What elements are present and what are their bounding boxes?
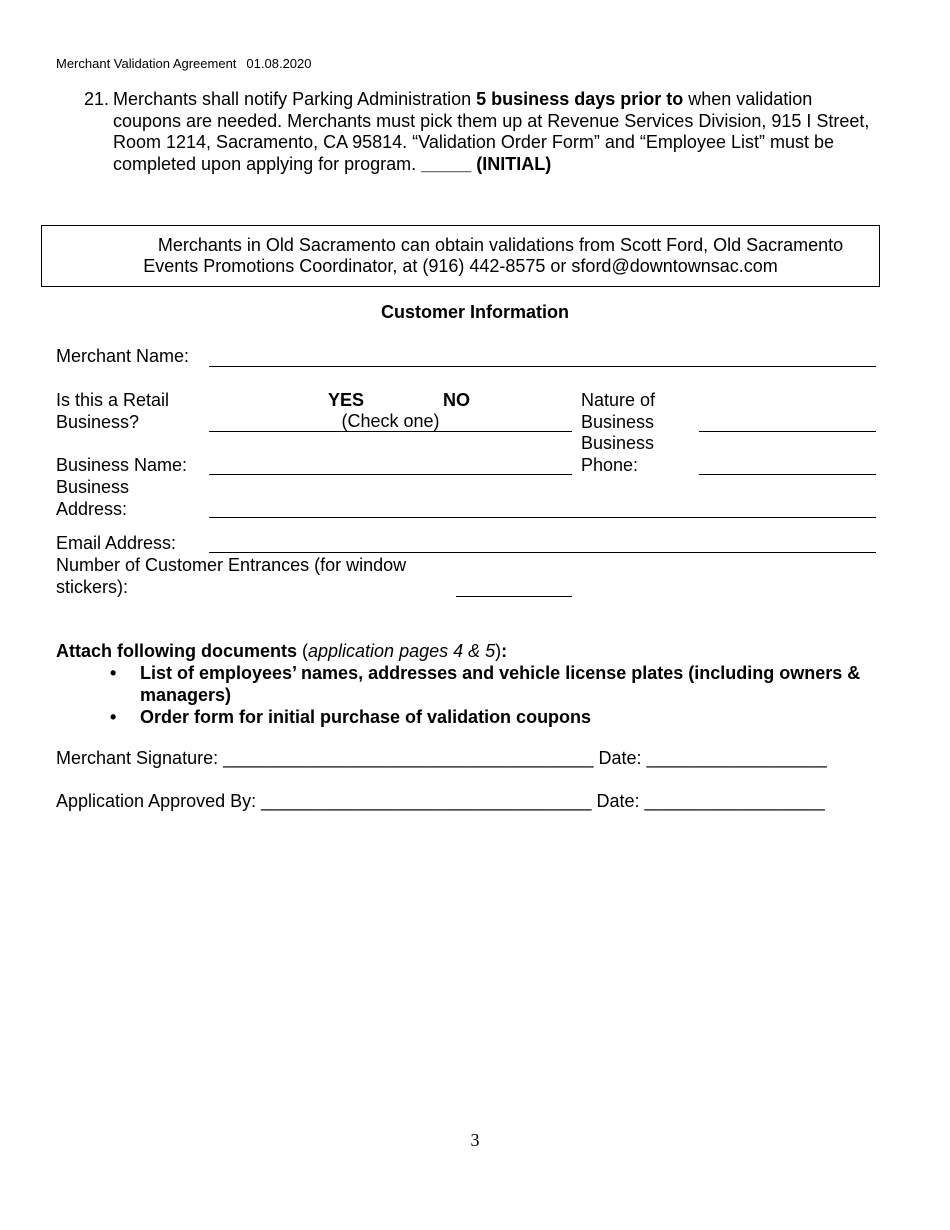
item-text [113, 89, 873, 175]
section-title: Customer Information [380, 302, 569, 322]
attachments-colon: : [501, 641, 508, 661]
attachments-list [110, 662, 900, 728]
document-date: 01.08.2020 [246, 56, 312, 71]
list-item-text: List of employees’ names, addresses and vehicle license plates (including owners & managers) [140, 663, 861, 705]
entrances-label [56, 554, 406, 598]
bullet-icon: • [110, 663, 117, 683]
email-address-label: Email Address: [56, 533, 177, 553]
notice-line-2: Events Promotions Coordinator, at (916) 442-8575 or sford@downtownsac.com [143, 256, 778, 276]
nature-of-business-field[interactable] [699, 431, 876, 432]
attachments-paren: ( [297, 641, 308, 661]
notice-box [41, 225, 880, 287]
attachments-paren: ) [495, 641, 502, 661]
merchant-name-label: Merchant Name: [56, 346, 190, 366]
business-address-field[interactable] [209, 517, 876, 518]
entrances-field[interactable] [456, 596, 572, 597]
notice-line-1: Merchants in Old Sacramento can obtain validations from Scott Ford, Old Sacramento [157, 235, 844, 255]
business-address-label [56, 476, 129, 520]
list-item [110, 662, 900, 706]
retail-label-line: Is this a Retail [56, 390, 170, 410]
nature-of-business-label [581, 389, 655, 433]
list-item-text: Order form for initial purchase of validation coupons [140, 707, 592, 727]
no-option[interactable]: NO [443, 390, 470, 410]
document-header [56, 56, 312, 71]
item-text-part: Merchants shall notify Parking Administration [113, 89, 477, 109]
yes-option[interactable]: YES [328, 390, 365, 410]
item-text-bold: 5 business days prior to [476, 89, 684, 109]
business-name-label: Business Name: [56, 455, 188, 475]
entrances-label-line: stickers): [56, 577, 128, 597]
retail-check-field[interactable] [209, 431, 572, 432]
phone-label-line: Business [581, 433, 655, 453]
merchant-signature-line[interactable]: Merchant Signature: _____________________________________ Date: __________________ [56, 748, 827, 768]
merchant-name-field[interactable] [209, 366, 876, 367]
attachments-heading [56, 640, 507, 662]
item-text-part: when validation coupons are needed. Merchants must pick them up at Revenue Services Division, 915 I Street, Room 1214, Sacramento, CA 95814. “Validation Order Form” and “Employee List” must be completed upon applying for program. [113, 89, 870, 174]
document-title: Merchant Validation Agreement [56, 56, 237, 71]
list-item [110, 706, 900, 728]
nature-label-line: Nature of [581, 390, 656, 410]
item-number: 21. [84, 89, 110, 109]
email-address-field[interactable] [209, 552, 876, 553]
business-phone-field[interactable] [699, 474, 876, 475]
address-label-line: Address: [56, 499, 128, 519]
retail-label-line: Business? [56, 412, 140, 432]
page-number: 3 [470, 1130, 480, 1150]
business-phone-label [581, 432, 654, 476]
phone-label-line: Phone: [581, 455, 639, 475]
attachments-pages: application pages 4 & 5 [308, 641, 496, 661]
entrances-label-line: Number of Customer Entrances (for window [56, 555, 407, 575]
address-label-line: Business [56, 477, 130, 497]
retail-business-label [56, 389, 169, 433]
nature-label-line: Business [581, 412, 655, 432]
check-one-hint: (Check one) [341, 411, 440, 431]
business-name-field[interactable] [209, 474, 572, 475]
bullet-icon: • [110, 707, 117, 727]
attachments-heading-bold: Attach following documents [56, 641, 297, 661]
initial-blank[interactable]: _____ (INITIAL) [421, 153, 552, 174]
approval-signature-line[interactable]: Application Approved By: _________________________________ Date: __________________ [56, 791, 825, 811]
